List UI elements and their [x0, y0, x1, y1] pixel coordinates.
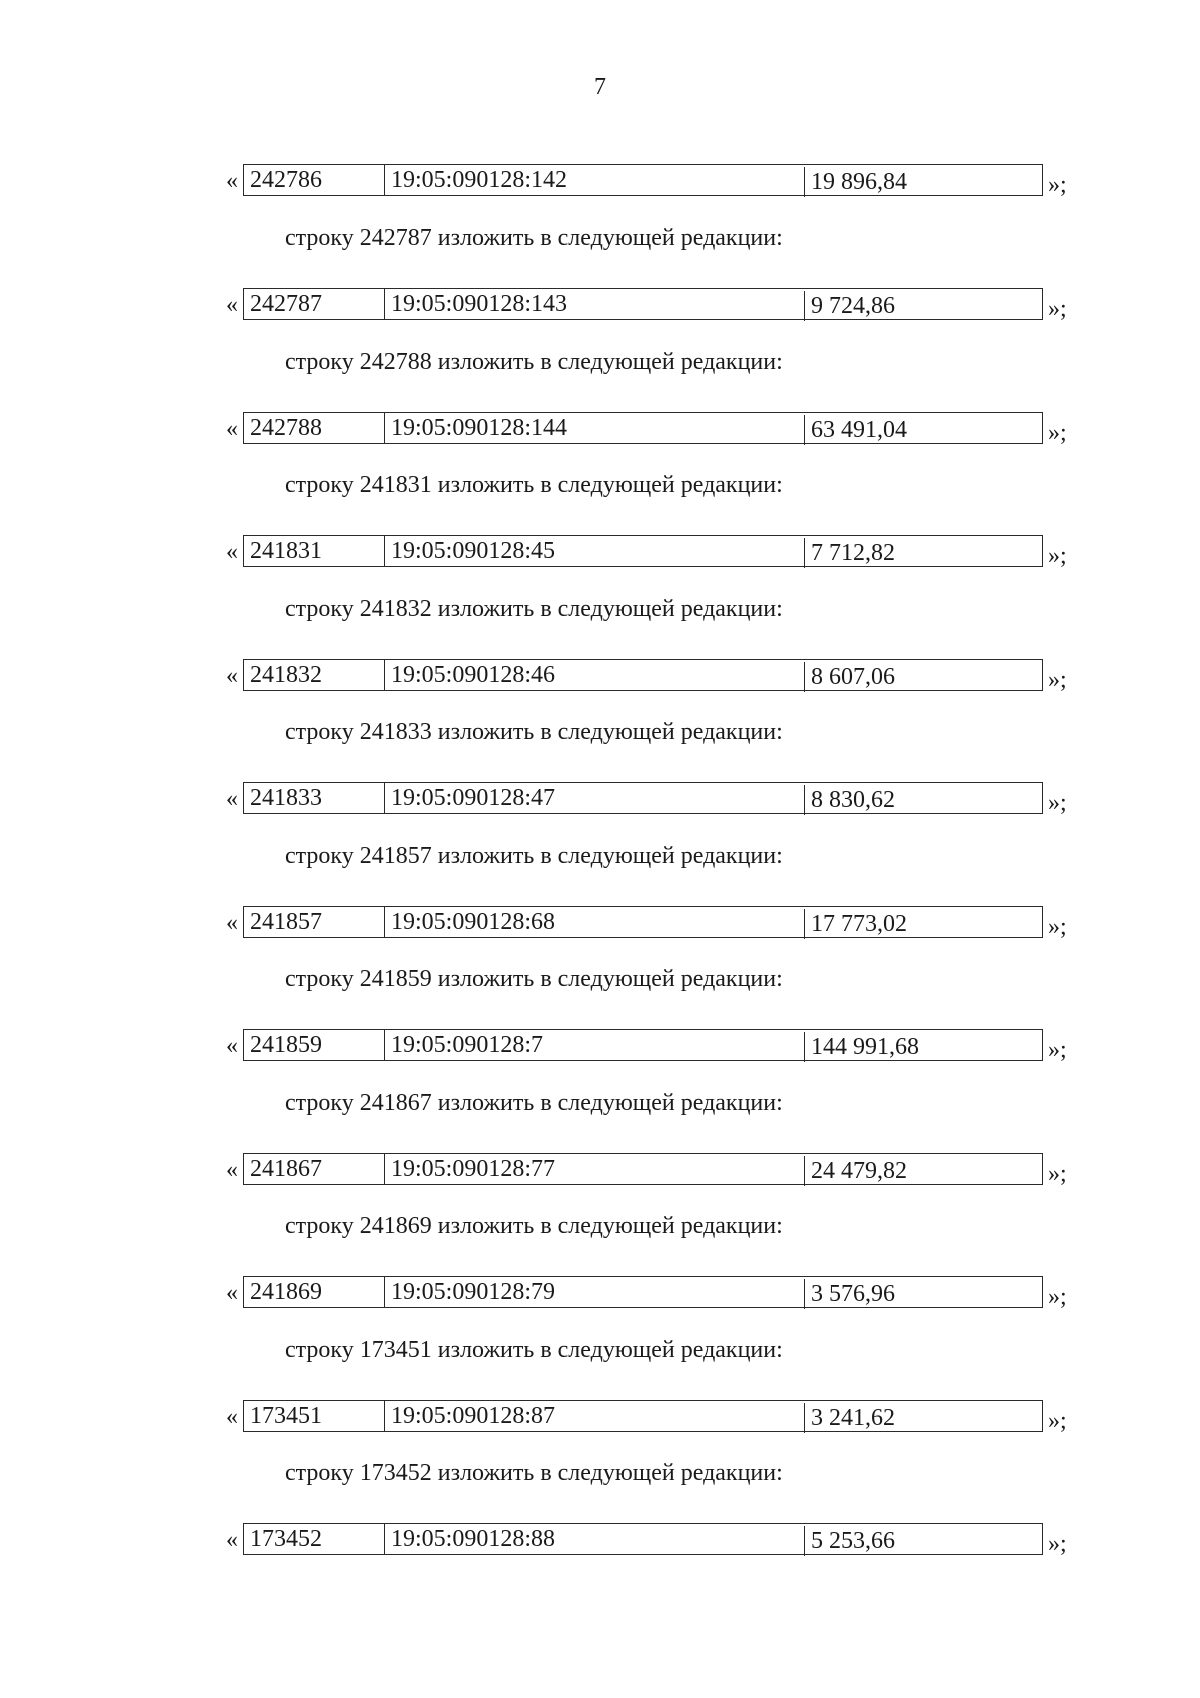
table-row-block [0, 782, 1200, 820]
table-row [243, 288, 1043, 320]
close-quote: »; [1048, 172, 1067, 198]
cadastral-number-cell: 19:05:090128:142 [384, 165, 804, 195]
table-row [243, 906, 1043, 938]
table-row-block [0, 288, 1200, 326]
amendment-instruction: строку 242788 изложить в следующей редакции: [285, 349, 783, 375]
row-number-cell: 241832 [250, 662, 322, 688]
table-row-block [0, 1276, 1200, 1314]
row-number-cell: 241859 [250, 1032, 322, 1058]
table-row [243, 1523, 1043, 1555]
cadastral-number-cell: 19:05:090128:77 [384, 1154, 804, 1184]
cadastral-number-cell: 19:05:090128:88 [384, 1524, 804, 1554]
open-quote: « [226, 1280, 238, 1306]
value-cell: 7 712,82 [804, 538, 1042, 568]
table-row [243, 659, 1043, 691]
table-row [243, 412, 1043, 444]
close-quote: »; [1048, 543, 1067, 569]
value-cell: 8 607,06 [804, 662, 1042, 692]
row-number-cell: 242788 [250, 415, 322, 441]
row-number-cell: 173451 [250, 1403, 322, 1429]
cadastral-number-cell: 19:05:090128:143 [384, 289, 804, 319]
close-quote: »; [1048, 667, 1067, 693]
page-number: 7 [594, 74, 606, 100]
value-cell: 144 991,68 [804, 1032, 1042, 1062]
cadastral-number-cell: 19:05:090128:87 [384, 1401, 804, 1431]
row-number-cell: 242786 [250, 167, 322, 193]
open-quote: « [226, 168, 238, 194]
amendment-instruction: строку 173452 изложить в следующей редакции: [285, 1460, 783, 1486]
close-quote: »; [1048, 296, 1067, 322]
close-quote: »; [1048, 1284, 1067, 1310]
table-row [243, 535, 1043, 567]
close-quote: »; [1048, 1408, 1067, 1434]
table-row [243, 1029, 1043, 1061]
row-number-cell: 241869 [250, 1279, 322, 1305]
table-row-block [0, 659, 1200, 697]
row-number-cell: 241867 [250, 1156, 322, 1182]
table-row [243, 164, 1043, 196]
table-row [243, 1153, 1043, 1185]
open-quote: « [226, 1033, 238, 1059]
value-cell: 9 724,86 [804, 291, 1042, 321]
value-cell: 63 491,04 [804, 415, 1042, 445]
value-cell: 24 479,82 [804, 1156, 1042, 1186]
cadastral-number-cell: 19:05:090128:144 [384, 413, 804, 443]
table-row-block [0, 1400, 1200, 1438]
cadastral-number-cell: 19:05:090128:45 [384, 536, 804, 566]
row-number-cell: 242787 [250, 291, 322, 317]
cadastral-number-cell: 19:05:090128:79 [384, 1277, 804, 1307]
table-row-block [0, 1153, 1200, 1191]
cadastral-number-cell: 19:05:090128:7 [384, 1030, 804, 1060]
value-cell: 8 830,62 [804, 785, 1042, 815]
row-number-cell: 173452 [250, 1526, 322, 1552]
cadastral-number-cell: 19:05:090128:68 [384, 907, 804, 937]
value-cell: 3 576,96 [804, 1279, 1042, 1309]
open-quote: « [226, 786, 238, 812]
value-cell: 17 773,02 [804, 909, 1042, 939]
value-cell: 5 253,66 [804, 1526, 1042, 1556]
open-quote: « [226, 1404, 238, 1430]
close-quote: »; [1048, 1037, 1067, 1063]
table-row [243, 1276, 1043, 1308]
amendment-instruction: строку 241859 изложить в следующей редакции: [285, 966, 783, 992]
table-row [243, 1400, 1043, 1432]
amendment-instruction: строку 241833 изложить в следующей редакции: [285, 719, 783, 745]
amendment-instruction: строку 241832 изложить в следующей редакции: [285, 596, 783, 622]
open-quote: « [226, 1157, 238, 1183]
row-number-cell: 241857 [250, 909, 322, 935]
row-number-cell: 241831 [250, 538, 322, 564]
cadastral-number-cell: 19:05:090128:47 [384, 783, 804, 813]
cadastral-number-cell: 19:05:090128:46 [384, 660, 804, 690]
open-quote: « [226, 416, 238, 442]
open-quote: « [226, 663, 238, 689]
close-quote: »; [1048, 790, 1067, 816]
table-row-block [0, 164, 1200, 202]
close-quote: »; [1048, 1161, 1067, 1187]
amendment-instruction: строку 241857 изложить в следующей редакции: [285, 843, 783, 869]
close-quote: »; [1048, 420, 1067, 446]
table-row-block [0, 535, 1200, 573]
close-quote: »; [1048, 914, 1067, 940]
row-number-cell: 241833 [250, 785, 322, 811]
open-quote: « [226, 910, 238, 936]
amendment-instruction: строку 241869 изложить в следующей редакции: [285, 1213, 783, 1239]
table-row-block [0, 906, 1200, 944]
open-quote: « [226, 292, 238, 318]
value-cell: 3 241,62 [804, 1403, 1042, 1433]
table-row-block [0, 1523, 1200, 1561]
close-quote: »; [1048, 1531, 1067, 1557]
table-row [243, 782, 1043, 814]
amendment-instruction: строку 173451 изложить в следующей редакции: [285, 1337, 783, 1363]
open-quote: « [226, 539, 238, 565]
amendment-instruction: строку 241867 изложить в следующей редакции: [285, 1090, 783, 1116]
amendment-instruction: строку 242787 изложить в следующей редакции: [285, 225, 783, 251]
table-row-block [0, 412, 1200, 450]
table-row-block [0, 1029, 1200, 1067]
open-quote: « [226, 1527, 238, 1553]
amendment-instruction: строку 241831 изложить в следующей редакции: [285, 472, 783, 498]
value-cell: 19 896,84 [804, 167, 1042, 197]
